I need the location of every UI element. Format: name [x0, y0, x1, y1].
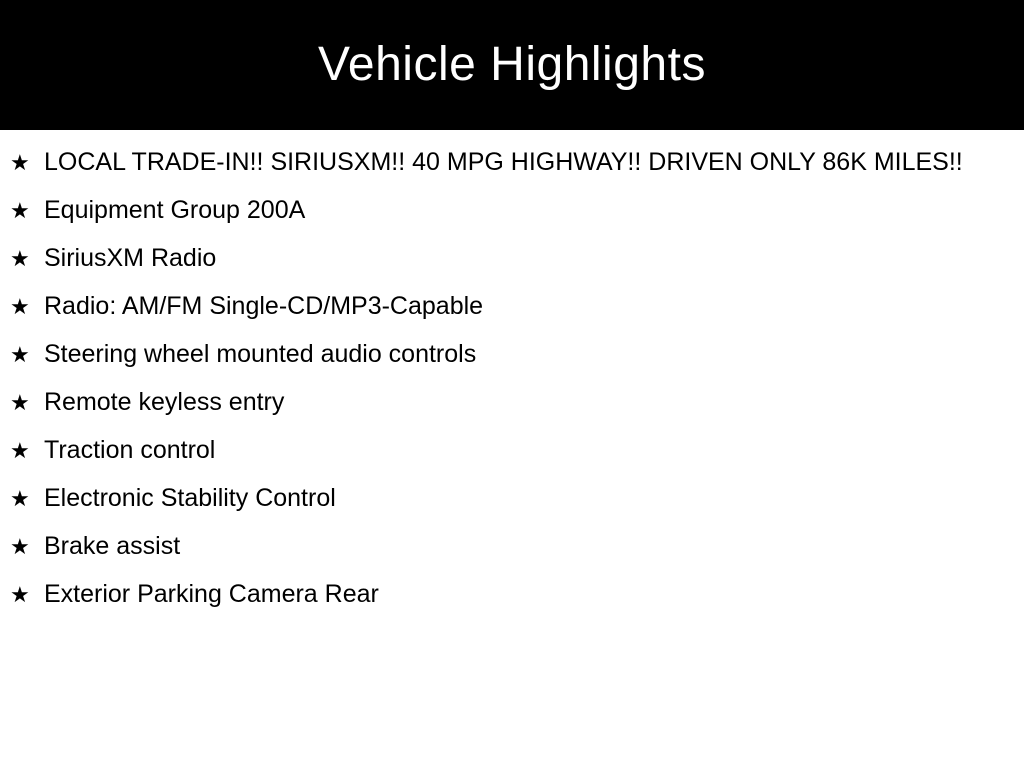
list-item: [0, 530, 1024, 562]
list-item: [0, 434, 1024, 466]
list-item-label: Exterior Parking Camera Rear: [44, 580, 379, 608]
star-bullet-icon: ★: [10, 150, 30, 175]
star-bullet-icon: ★: [10, 438, 30, 463]
list-item-label: LOCAL TRADE-IN!! SIRIUSXM!! 40 MPG HIGHWAY!! DRIVEN ONLY 86K MILES!!: [44, 148, 963, 176]
star-bullet-icon: ★: [10, 486, 30, 511]
list-item: [0, 242, 1024, 274]
page-header: [0, 0, 1024, 130]
list-item: [0, 290, 1024, 322]
list-item: [0, 386, 1024, 418]
list-item-label: Radio: AM/FM Single-CD/MP3-Capable: [44, 292, 484, 320]
star-bullet-icon: ★: [10, 390, 30, 415]
list-item: [0, 338, 1024, 370]
list-item-label: Electronic Stability Control: [44, 484, 336, 512]
list-item: [0, 146, 1024, 178]
list-item-label: Remote keyless entry: [44, 388, 285, 416]
list-item: [0, 194, 1024, 226]
star-bullet-icon: ★: [10, 294, 30, 319]
star-bullet-icon: ★: [10, 246, 30, 271]
list-item-label: Brake assist: [44, 532, 181, 560]
list-item: [0, 578, 1024, 610]
list-item-label: Traction control: [44, 436, 216, 464]
star-bullet-icon: ★: [10, 198, 30, 223]
page-title: Vehicle Highlights: [318, 38, 706, 91]
list-item-label: Equipment Group 200A: [44, 196, 306, 224]
star-bullet-icon: ★: [10, 342, 30, 367]
list-item-label: Steering wheel mounted audio controls: [44, 340, 477, 368]
list-item: [0, 482, 1024, 514]
vehicle-highlights-list: [0, 130, 1024, 610]
star-bullet-icon: ★: [10, 534, 30, 559]
list-item-label: SiriusXM Radio: [44, 244, 217, 272]
star-bullet-icon: ★: [10, 582, 30, 607]
